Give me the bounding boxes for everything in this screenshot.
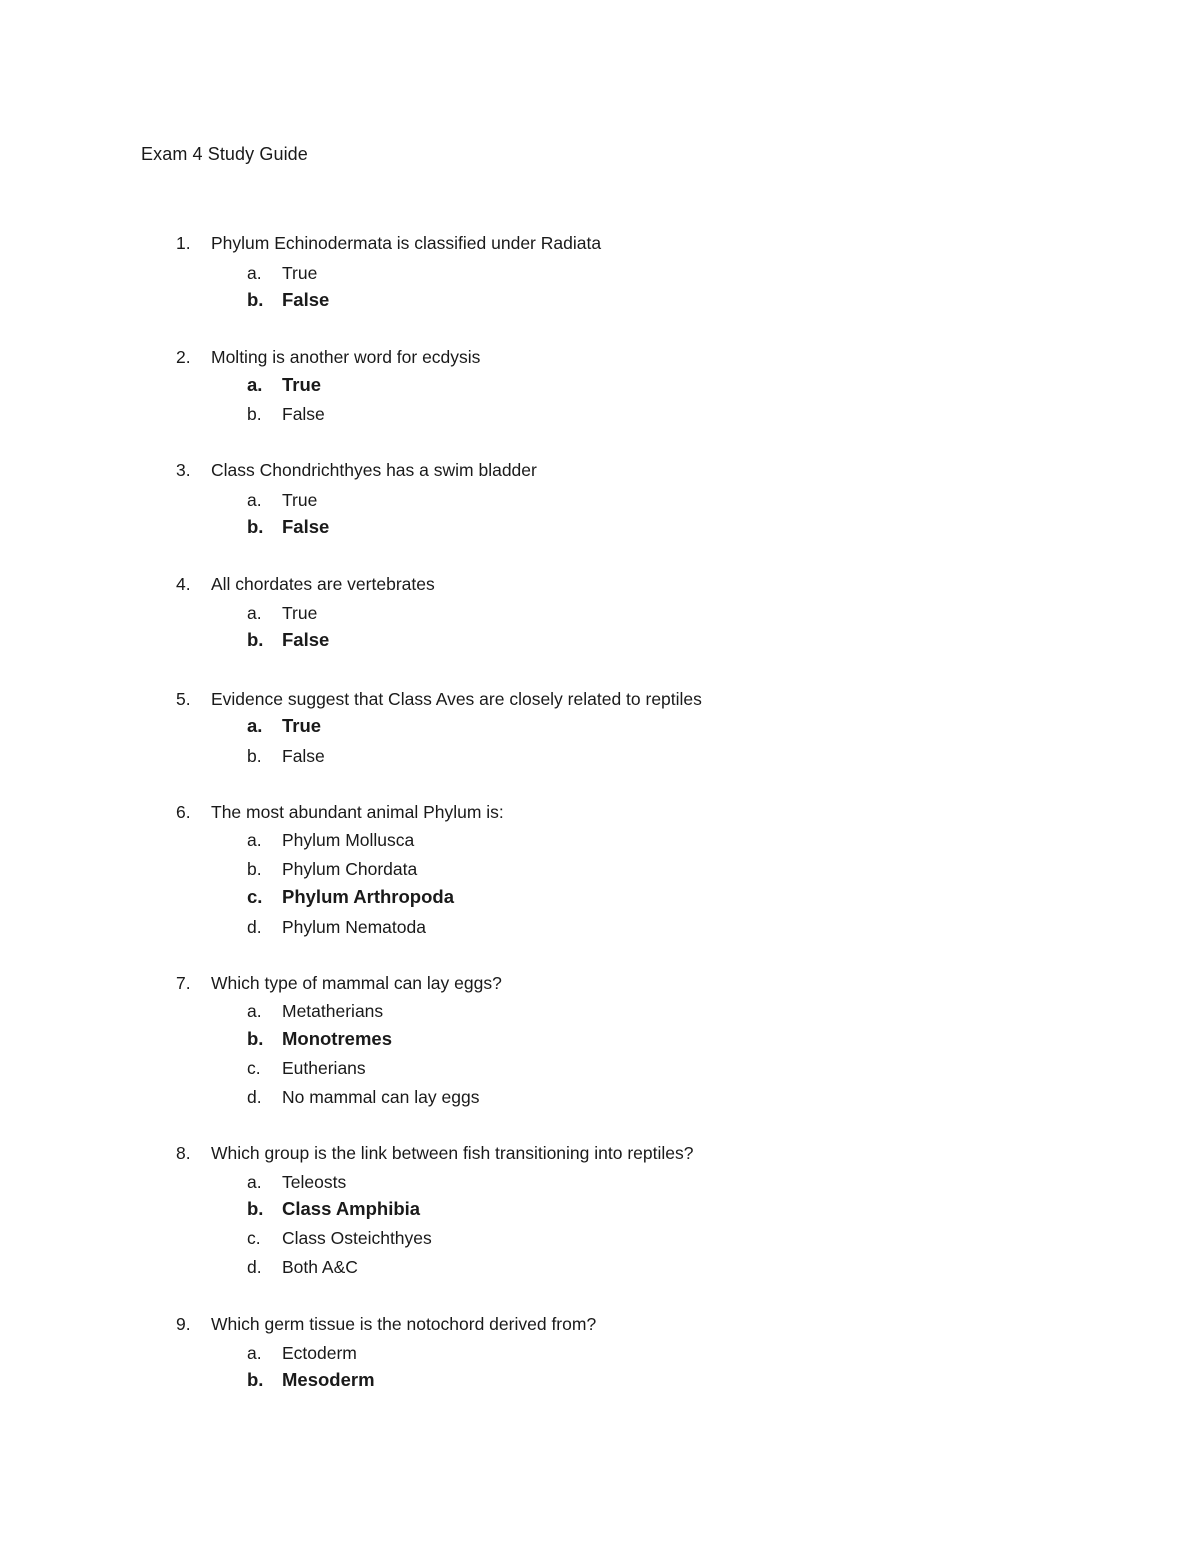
option-letter: b. (247, 1198, 264, 1219)
option-letter: a. (247, 715, 263, 736)
question-number: 8. (176, 1143, 191, 1163)
option-letter: c. (247, 1058, 261, 1078)
question-number: 4. (176, 574, 191, 594)
option-text: False (282, 289, 330, 310)
question-text: Molting is another word for ecdysis (211, 347, 481, 367)
question-number: 3. (176, 460, 191, 480)
option-letter: a. (247, 1343, 262, 1363)
option-text: Eutherians (282, 1058, 366, 1078)
question-number: 6. (176, 802, 191, 822)
question-number: 1. (176, 233, 191, 253)
option-text: True (282, 263, 318, 283)
question-text: Which group is the link between fish transitioning into reptiles? (211, 1143, 694, 1163)
option-letter: a. (247, 830, 262, 850)
option-letter: d. (247, 1257, 262, 1277)
option-text: False (282, 404, 325, 424)
option-text: Phylum Chordata (282, 859, 418, 879)
option-text: True (282, 715, 322, 736)
question-text: All chordates are vertebrates (211, 574, 435, 594)
option-letter: b. (247, 629, 264, 650)
option-text: No mammal can lay eggs (282, 1087, 480, 1107)
option-text: Mesoderm (282, 1369, 375, 1390)
question-text: Which germ tissue is the notochord derived from? (211, 1314, 597, 1334)
option-text: Class Osteichthyes (282, 1228, 432, 1248)
option-letter: b. (247, 516, 264, 537)
question-number: 2. (176, 347, 191, 367)
option-text: True (282, 490, 318, 510)
question-text: Phylum Echinodermata is classified under Radiata (211, 233, 602, 253)
option-letter: a. (247, 374, 263, 395)
option-text: Ectoderm (282, 1343, 357, 1363)
option-letter: c. (247, 1228, 261, 1248)
option-text: Teleosts (282, 1172, 347, 1192)
option-letter: b. (247, 1028, 264, 1049)
option-letter: b. (247, 746, 262, 766)
option-letter: a. (247, 490, 262, 510)
option-text: True (282, 374, 322, 395)
option-letter: b. (247, 859, 262, 879)
question-text: Evidence suggest that Class Aves are closely related to reptiles (211, 689, 702, 709)
option-letter: a. (247, 263, 262, 283)
option-text: Both A&C (282, 1257, 358, 1277)
question-text: The most abundant animal Phylum is: (211, 802, 504, 822)
question-number: 5. (176, 689, 191, 709)
question-number: 7. (176, 973, 191, 993)
option-text: Class Amphibia (282, 1198, 421, 1219)
option-text: Phylum Arthropoda (282, 886, 454, 907)
option-text: False (282, 746, 325, 766)
option-text: True (282, 603, 318, 623)
option-letter: a. (247, 603, 262, 623)
option-letter: d. (247, 1087, 262, 1107)
option-text: Phylum Nematoda (282, 917, 426, 937)
option-letter: b. (247, 1369, 264, 1390)
option-letter: b. (247, 289, 264, 310)
option-letter: d. (247, 917, 262, 937)
question-number: 9. (176, 1314, 191, 1334)
option-text: False (282, 516, 330, 537)
option-letter: a. (247, 1001, 262, 1021)
question-text: Which type of mammal can lay eggs? (211, 973, 502, 993)
option-letter: c. (247, 886, 263, 907)
option-text: Monotremes (282, 1028, 392, 1049)
option-letter: a. (247, 1172, 262, 1192)
option-text: False (282, 629, 330, 650)
option-text: Phylum Mollusca (282, 830, 415, 850)
option-letter: b. (247, 404, 262, 424)
document-title: Exam 4 Study Guide (141, 144, 308, 164)
option-text: Metatherians (282, 1001, 384, 1021)
question-text: Class Chondrichthyes has a swim bladder (211, 460, 537, 480)
